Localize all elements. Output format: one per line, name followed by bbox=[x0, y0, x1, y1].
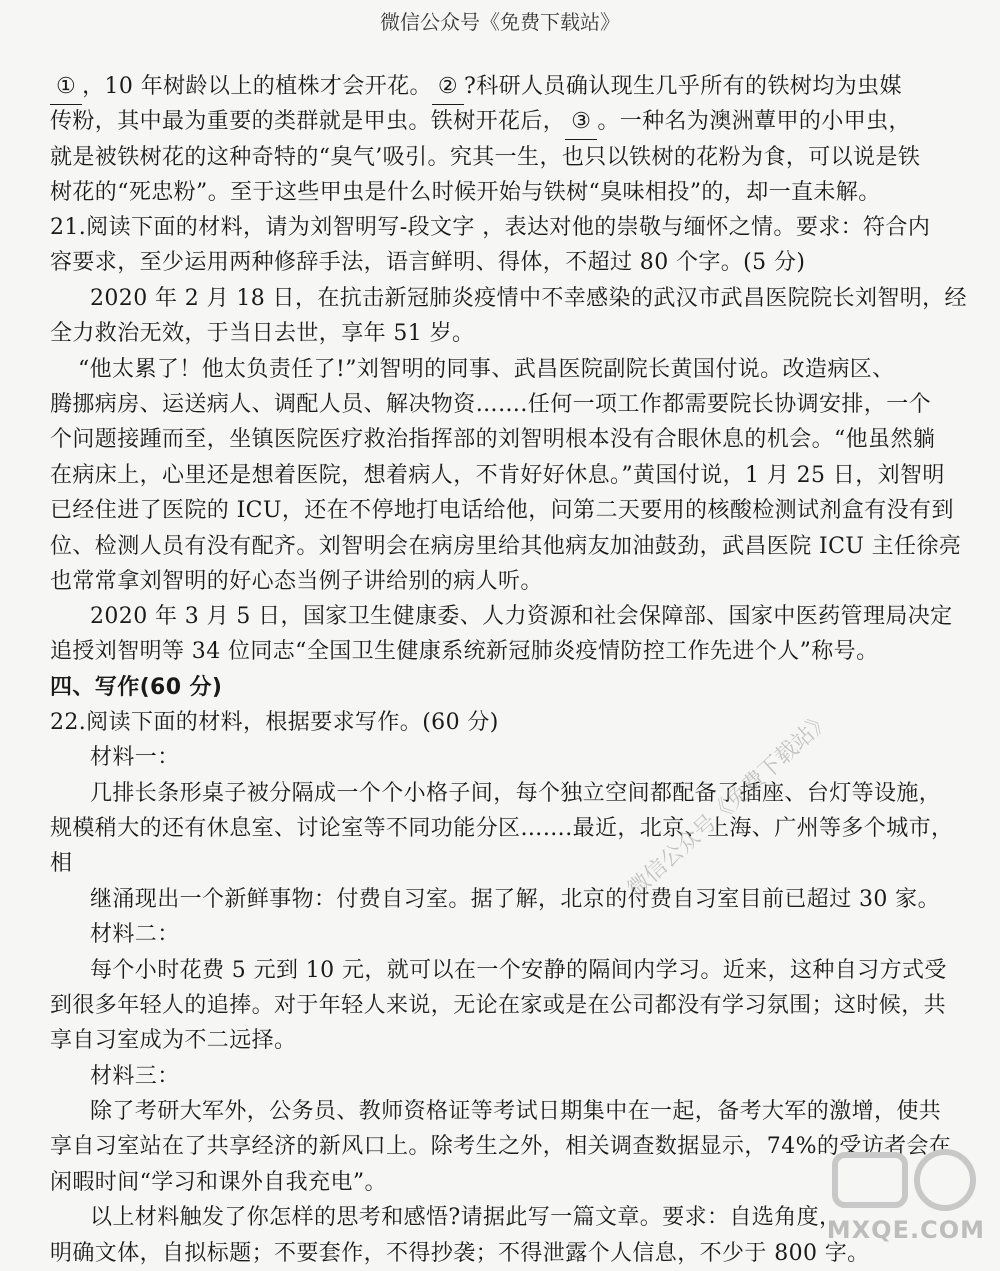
text-line: 享自习室成为不二远择。 bbox=[50, 1028, 297, 1053]
page-header: 微信公众号《免费下载站》 bbox=[380, 10, 620, 34]
question-21: 21.阅读下面的材料，请为刘智明写-段文字 ，表达对他的崇敬与缅怀之情。要求：符合内 bbox=[50, 215, 931, 240]
text-line: 在病床上，心里还是想着医院，想着病人，不肯好好休息。”黄国付说，1 月 25 日，刘智明 bbox=[50, 463, 945, 488]
text-line: 到很多年轻人的追捧。对于年轻人来说，无论在家或是在公司都没有学习氛围；这时候，共 bbox=[50, 993, 947, 1018]
blank-1: ① bbox=[50, 70, 82, 105]
text-line: 树花的“死忠粉”。至于这些甲虫是什么时候开始与铁树“臭味相投”的，却一直未解。 bbox=[50, 180, 881, 205]
section-heading: 四、写作(60 分) bbox=[50, 675, 223, 700]
text-line: 容要求，至少运用两种修辞手法，语言鲜明、得体，不超过 80 个字。(5 分) bbox=[50, 250, 806, 275]
text-line: 腾挪病房、运送病人、调配人员、解决物资…….任何一项工作都需要院长协调安排，一个 bbox=[50, 392, 931, 417]
text-line: 追授刘智明等 34 位同志“全国卫生健康系统新冠肺炎疫情防控工作先进个人”称号。 bbox=[50, 639, 879, 664]
text-line: 几排长条形桌子被分隔成一个个小格子间，每个独立空间都配备了插座、台灯等设施， bbox=[90, 781, 942, 806]
material-title: 材料三： bbox=[90, 1064, 180, 1089]
text-line: 以上材料触发了你怎样的思考和感悟?请据此写一篇文章。要求：自选角度， bbox=[90, 1205, 842, 1230]
text-line: 2020 年 2 月 18 日，在抗击新冠肺炎疫情中不幸感染的武汉市武昌医院院长刘智明，经 bbox=[90, 286, 967, 311]
blank-2: ② bbox=[432, 70, 464, 105]
text-line: 除了考研大军外，公务员、教师资格证等考试日期集中在一起，备考大军的激增，使共 bbox=[90, 1099, 942, 1124]
text-line: 传粉，其中最为重要的类群就是甲虫。铁树开花后， ③ 。一种名为澳洲蕈甲的小甲虫， bbox=[50, 105, 970, 140]
text-line: 已经住进了医院的 ICU，还在不停地打电话给他，问第二天要用的核酸检测试剂盒有没有到 bbox=[50, 498, 954, 523]
text-line: 也常常拿刘智明的好心态当例子讲给别的病人听。 bbox=[50, 569, 543, 594]
material-title: 材料一： bbox=[90, 745, 180, 770]
text-line: 享自习室站在了共享经济的新风口上。除考生之外，相关调查数据显示，74%的受访者会在 bbox=[50, 1134, 952, 1159]
text-line: 继涌现出一个新鲜事物：付费自习室。据了解，北京的付费自习室目前已超过 30 家。 bbox=[90, 887, 940, 912]
watermark: 微信公众号《免费下载站》 bbox=[623, 707, 837, 903]
text-line: 2020 年 3 月 5 日，国家卫生健康委、人力资源和社会保障部、国家中医药管理局决定 bbox=[90, 604, 953, 629]
text-line: 规模稍大的还有休息室、讨论室等不同功能分区…….最近，北京、上海、广州等多个城市， bbox=[50, 816, 954, 841]
text-line: 位、检测人员有没有配齐。刘智明会在病房里给其他病友加油鼓劲，武昌医院 ICU 主任徐亮 bbox=[50, 534, 962, 559]
text-line: 明确文体，自拟标题；不要套作，不得抄袭；不得泄露个人信息，不少于 800 字。 bbox=[50, 1241, 870, 1266]
text-line: 全力救治无效，于当日去世，享年 51 岁。 bbox=[50, 321, 475, 346]
question-22: 22.阅读下面的材料，根据要求写作。(60 分) bbox=[50, 710, 499, 735]
text-line: “他太累了！他太负责任了!”刘智明的同事、武昌医院副院长黄国付说。改造病区、 bbox=[78, 357, 895, 382]
text-line: 每个小时花费 5 元到 10 元，就可以在一个安静的隔间内学习。近来，这种自习方式受 bbox=[90, 958, 947, 983]
text-line: 相 bbox=[50, 851, 73, 876]
blank-3: ③ bbox=[565, 105, 597, 140]
text-line: 闲暇时间“学习和课外自我充电”。 bbox=[50, 1170, 387, 1195]
text-line: 个问题接踵而至，坐镇医院医疗救治指挥部的刘智明根本没有合眼休息的机会。“他虽然躺 bbox=[50, 427, 936, 452]
logo-text: MXQE.COM bbox=[826, 1216, 985, 1244]
site-logo bbox=[815, 1140, 995, 1250]
material-title: 材料二： bbox=[90, 922, 180, 947]
text-line: 就是被铁树花的这种奇特的“臭气’吸引。究其一生，也只以铁树的花粉为食，可以说是铁 bbox=[50, 145, 921, 170]
text-line: ① ，10 年树龄以上的植株才会开花。 ② ?科研人员确认现生几乎所有的铁树均为虫媒 bbox=[50, 70, 970, 105]
